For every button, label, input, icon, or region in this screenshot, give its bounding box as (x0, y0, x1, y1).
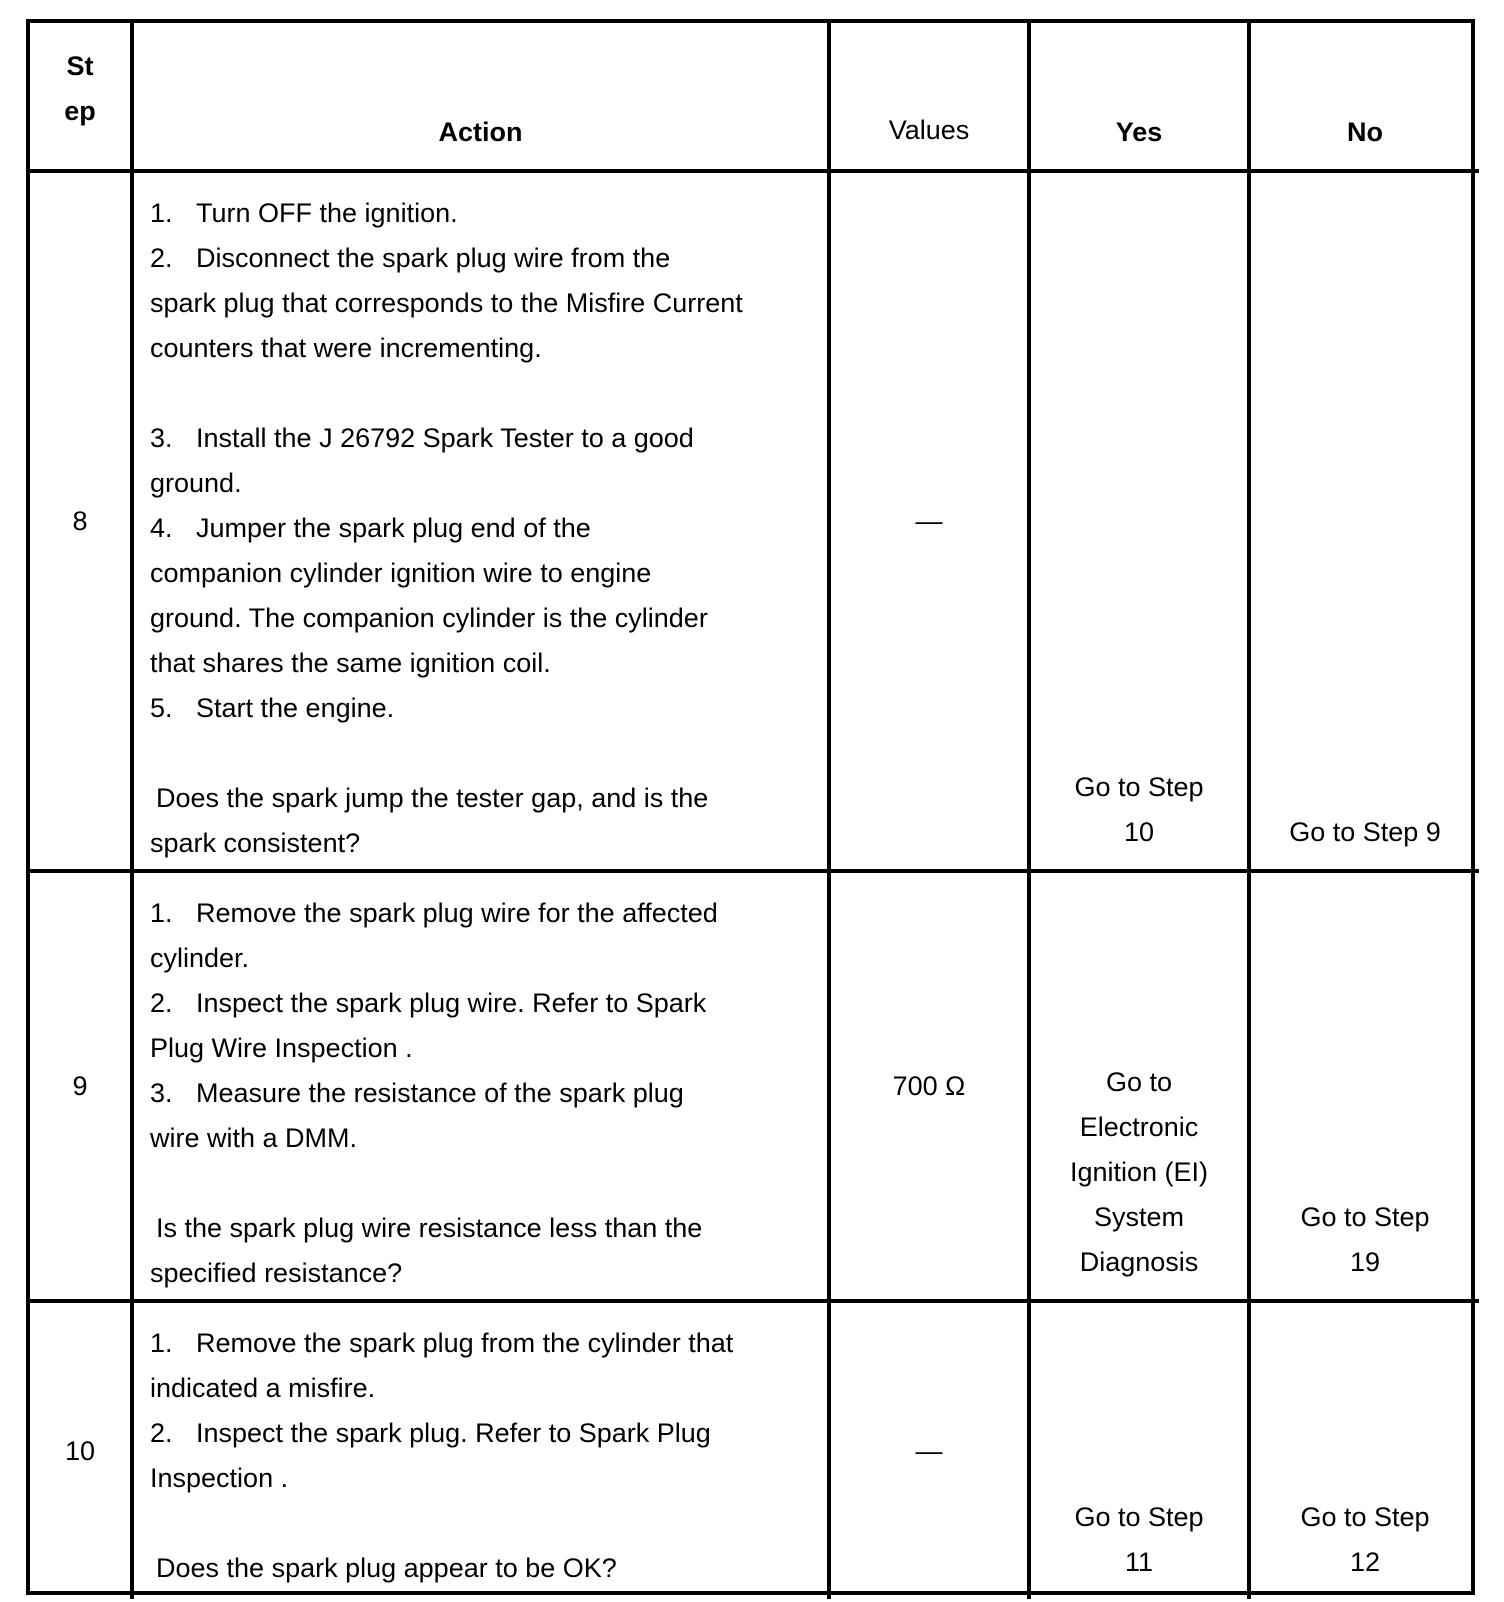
yes-result-line: Go to (1105, 1067, 1173, 1097)
yes-result-line: Go to Step (1074, 772, 1204, 802)
yes-result-line: 10 (1123, 817, 1155, 847)
action-step-item (150, 1411, 807, 1456)
values-cell: 700 Ω (831, 873, 1031, 1303)
action-step-number: 5. (150, 693, 173, 723)
yes-result-line: Electronic (1079, 1112, 1199, 1142)
no-result-line: Go to Step (1300, 1202, 1430, 1232)
no-result-text (1300, 1195, 1429, 1285)
action-cell (134, 173, 831, 873)
header-step-line-1: St (66, 51, 94, 81)
action-line (150, 1501, 807, 1546)
action-step-number: 4. (150, 513, 173, 543)
action-text: ground. (150, 468, 242, 498)
action-line (150, 1116, 807, 1161)
action-step-item (150, 236, 807, 281)
action-text: Remove the spark plug wire for the affected (196, 898, 718, 928)
no-cell (1251, 173, 1479, 873)
action-step-number: 2. (150, 988, 173, 1018)
action-step-number: 3. (150, 423, 173, 453)
action-step-number: 3. (150, 1078, 173, 1108)
header-values: Values (831, 23, 1031, 173)
action-step-item (150, 891, 807, 936)
action-step-number: 2. (150, 1418, 173, 1448)
action-step-number: 1. (150, 898, 173, 928)
step-number: 8 (30, 173, 134, 873)
values-cell: — (831, 173, 1031, 873)
action-text: Inspection . (150, 1463, 289, 1493)
action-line (150, 551, 807, 596)
header-step-line-2: ep (64, 96, 96, 126)
action-line (150, 281, 807, 326)
action-question: Does the spark jump the tester gap, and is the (156, 783, 709, 813)
action-step-item (150, 1321, 807, 1366)
action-line (150, 326, 807, 371)
action-text: Disconnect the spark plug wire from the (196, 243, 671, 273)
no-result-line: Go to Step 9 (1289, 817, 1441, 847)
yes-result-text (1070, 1060, 1208, 1285)
action-line (150, 936, 807, 981)
step-number: 10 (30, 1303, 134, 1599)
action-line (150, 1456, 807, 1501)
action-text: Install the J 26792 Spark Tester to a good (196, 423, 694, 453)
no-result-line: Go to Step (1300, 1502, 1430, 1532)
action-step-item (150, 416, 807, 461)
action-text: Plug Wire Inspection . (150, 1033, 413, 1063)
action-step-item (150, 981, 807, 1026)
yes-result-line: Ignition (EI) (1069, 1157, 1209, 1187)
yes-result-text (1074, 765, 1203, 855)
yes-cell (1031, 1303, 1251, 1599)
no-cell (1251, 1303, 1479, 1599)
action-text: Inspect the spark plug wire. Refer to Spark (196, 988, 707, 1018)
action-line (150, 596, 807, 641)
action-question: specified resistance? (150, 1258, 403, 1288)
action-cell (134, 1303, 831, 1599)
yes-result-line: System (1093, 1202, 1185, 1232)
action-line (150, 731, 807, 776)
action-line (150, 461, 807, 506)
action-text: Inspect the spark plug. Refer to Spark Plug (196, 1418, 711, 1448)
action-step-item (150, 686, 807, 731)
action-text: indicated a misfire. (150, 1373, 376, 1403)
no-result-line: 19 (1349, 1247, 1381, 1277)
values-cell: — (831, 1303, 1031, 1599)
action-step-item (150, 506, 807, 551)
no-result-text (1289, 810, 1441, 855)
action-line (150, 641, 807, 686)
action-line (150, 1026, 807, 1071)
header-action: Action (134, 23, 831, 173)
action-text: counters that were incrementing. (150, 333, 542, 363)
action-text: Remove the spark plug from the cylinder that (196, 1328, 734, 1358)
action-question: Is the spark plug wire resistance less than the (156, 1213, 703, 1243)
action-line (150, 371, 807, 416)
action-step-number: 2. (150, 243, 173, 273)
no-cell (1251, 873, 1479, 1303)
action-text: Turn OFF the ignition. (196, 198, 458, 228)
yes-cell (1031, 173, 1251, 873)
action-question: Does the spark plug appear to be OK? (156, 1553, 617, 1583)
yes-cell (1031, 873, 1251, 1303)
action-line (150, 1366, 807, 1411)
header-no: No (1251, 23, 1479, 173)
diagnostic-table (26, 19, 1475, 1595)
action-step-item (150, 1071, 807, 1116)
action-text: Measure the resistance of the spark plug (196, 1078, 684, 1108)
action-text: wire with a DMM. (150, 1123, 358, 1153)
no-result-line: 12 (1349, 1547, 1381, 1577)
action-line (150, 1161, 807, 1206)
action-question: spark consistent? (150, 828, 361, 858)
action-text: that shares the same ignition coil. (150, 648, 551, 678)
action-text: companion cylinder ignition wire to engine (150, 558, 652, 588)
header-yes: Yes (1031, 23, 1251, 173)
action-step-number: 1. (150, 198, 173, 228)
action-text: cylinder. (150, 943, 250, 973)
action-text: Start the engine. (196, 693, 395, 723)
action-text: Jumper the spark plug end of the (196, 513, 591, 543)
yes-result-text (1074, 1495, 1203, 1585)
action-step-number: 1. (150, 1328, 173, 1358)
action-text: spark plug that corresponds to the Misfire Current (150, 288, 743, 318)
action-text: ground. The companion cylinder is the cylinder (150, 603, 708, 633)
no-result-text (1300, 1495, 1429, 1585)
header-step (30, 23, 134, 173)
action-cell (134, 873, 831, 1303)
yes-result-line: Diagnosis (1079, 1247, 1199, 1277)
yes-result-line: 11 (1124, 1547, 1154, 1577)
action-step-item (150, 191, 807, 236)
step-number: 9 (30, 873, 134, 1303)
yes-result-line: Go to Step (1074, 1502, 1204, 1532)
